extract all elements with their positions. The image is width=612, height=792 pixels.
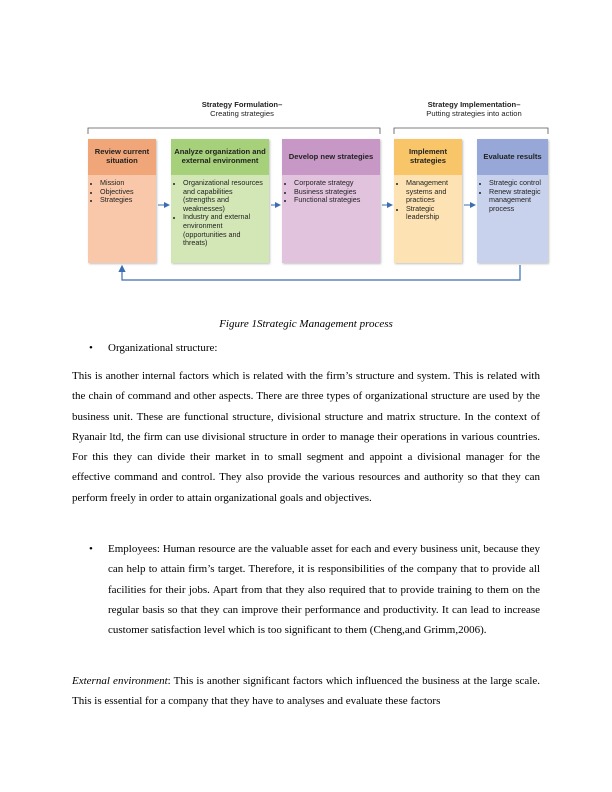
external-environment-text: : This is another significant factors which influenced the business at the large scale. This is essential for a company that they have to analyses and evaluate these factors — [72, 675, 541, 708]
bullet-marker: • — [89, 543, 93, 555]
box-title: Implement strategies — [394, 139, 462, 175]
box-item: • Organizational resources and capabilities (strengths and weaknesses) — [183, 179, 266, 213]
box-item: • Strategic control — [489, 179, 545, 188]
box-title: Analyze organization and external environment — [171, 139, 269, 175]
box-list — [171, 179, 269, 248]
figure-caption: Figure 1Strategic Management process — [219, 318, 393, 330]
bullet-marker: • — [89, 342, 93, 354]
box-title: Evaluate results — [477, 139, 548, 175]
feedback-loop-arrow — [122, 265, 520, 280]
bullet-organizational-structure: Organizational structure: — [108, 342, 218, 354]
formulation-title-main: Strategy Formulation– — [201, 100, 283, 109]
box-list — [282, 179, 380, 205]
formulation-bracket — [88, 128, 380, 134]
box-title: Review current situation — [88, 139, 156, 175]
box-evaluate-results — [477, 139, 548, 263]
implementation-title-sub: Putting strategies into action — [426, 109, 522, 118]
implementation-title — [400, 100, 548, 118]
box-item: • Renew strategic management process — [489, 188, 545, 214]
box-item: • Industry and external environment (opportunities and threats) — [183, 213, 266, 247]
paragraph-organizational-structure: This is another internal factors which is related with the firm’s structure and system. This is related with the chain of command and other aspects. There are three types of organizational structure are used by the business unit. These are functional structure, divisional structure and matrix structure. In the context of Ryanair ltd, the firm can use divisional structure in order to manage their operations in various countries. For this they can divide their market in to small segment and appoint a divisional manager for the effective command and control. They also provide the various resources and authority so that they can perform freely in order to attain organizational goals and objectives. — [72, 370, 540, 504]
implementation-title-main: Strategy Implementation– — [427, 100, 521, 109]
implementation-bracket — [394, 128, 548, 134]
box-item: • Objectives — [100, 188, 153, 197]
external-environment-label: External environment — [72, 675, 168, 687]
strategic-management-diagram — [80, 90, 560, 290]
bullet-employees: Employees: Human resource are the valuable asset for each and every business unit, because they can help to attain firm’s target. Therefore, it is responsibilities of the company that to provide all facilities for their jobs. Apart from that they also required that to provide training to them on the regular basis so that they can improve their performance and productivity. It can lead to increase customer satisfaction level which is too significant to them (Cheng,and Grimm,2006). — [108, 543, 540, 637]
box-title: Develop new strategies — [282, 139, 380, 175]
formulation-title — [162, 100, 322, 118]
box-list — [394, 179, 462, 222]
formulation-title-sub: Creating strategies — [210, 109, 274, 118]
box-item: • Corporate strategy — [294, 179, 377, 188]
box-develop-new-strategies — [282, 139, 380, 263]
paragraph-external-environment — [72, 671, 540, 712]
box-review-current-situation — [88, 139, 156, 263]
box-implement-strategies — [394, 139, 462, 263]
box-list — [477, 179, 548, 213]
box-item: • Functional strategies — [294, 196, 377, 205]
box-item: • Strategic leadership — [406, 205, 459, 222]
box-list — [88, 179, 156, 205]
box-item: • Mission — [100, 179, 153, 188]
box-item: • Business strategies — [294, 188, 377, 197]
box-item: • Management systems and practices — [406, 179, 459, 205]
box-item: • Strategies — [100, 196, 153, 205]
box-analyze-organization — [171, 139, 269, 263]
